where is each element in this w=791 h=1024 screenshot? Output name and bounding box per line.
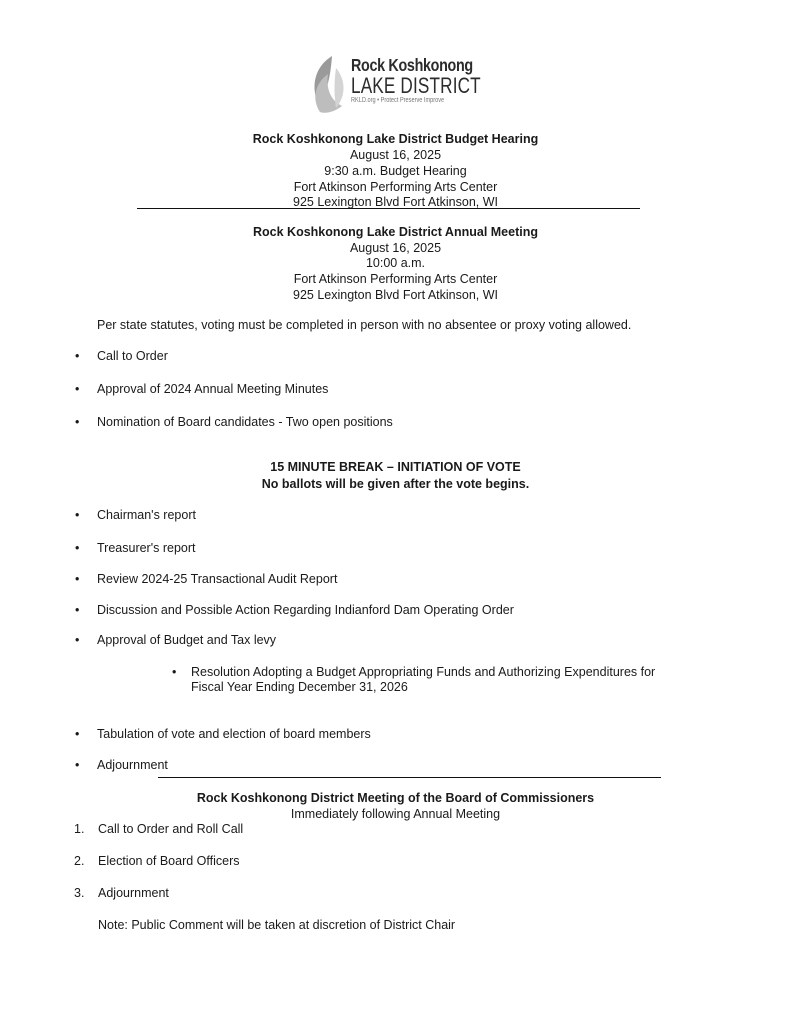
list-item-text: Review 2024-25 Transactional Audit Report: [97, 572, 338, 586]
bullet: •: [75, 382, 80, 396]
bullet: •: [75, 758, 80, 772]
bullet: •: [75, 572, 80, 586]
list-item-text: Adjournment: [97, 758, 168, 772]
break-subheading: No ballots will be given after the vote begins.: [261, 477, 530, 491]
list-item-text: Approval of Budget and Tax levy: [97, 633, 277, 647]
budget-hearing-venue: Fort Atkinson Performing Arts Center: [293, 180, 498, 194]
list-item-text: Discussion and Possible Action Regarding Indianford Dam Operating Order: [97, 603, 514, 617]
bullet: •: [75, 415, 80, 429]
numbered-item-text: Adjournment: [98, 886, 169, 900]
annual-meeting-title: Rock Koshkonong Lake District Annual Meeting: [253, 225, 538, 239]
board-meeting-title: Rock Koshkonong District Meeting of the Board of Commissioners: [196, 791, 595, 805]
item-number: 2.: [74, 854, 85, 868]
bullet: •: [75, 349, 80, 363]
statute-note: Per state statutes, voting must be completed in person with no absentee or proxy voting allowed.: [97, 318, 632, 332]
sub-list-item-text: Resolution Adopting a Budget Appropriating Funds and Authorizing Expenditures for Fiscal Year Ending December 31, 2026: [191, 665, 656, 694]
divider: [158, 777, 661, 778]
bullet: •: [75, 727, 80, 741]
logo-subtitle: LAKE DISTRICT: [351, 73, 481, 98]
annual-meeting-date: August 16, 2025: [349, 241, 442, 255]
bullet: •: [75, 541, 80, 555]
divider: [137, 208, 640, 209]
annual-meeting-time: 10:00 a.m.: [365, 256, 426, 270]
item-number: 1.: [74, 822, 85, 836]
bullet: •: [75, 633, 80, 647]
logo-tagline: RKLD.org • Protect Preserve Improve: [351, 97, 445, 104]
board-meeting-subtitle: Immediately following Annual Meeting: [290, 807, 501, 821]
annual-meeting-address: 925 Lexington Blvd Fort Atkinson, WI: [293, 288, 498, 302]
bullet: •: [75, 603, 80, 617]
break-heading: 15 MINUTE BREAK – INITIATION OF VOTE: [270, 460, 521, 474]
budget-hearing-title: Rock Koshkonong Lake District Budget Hearing: [252, 132, 539, 146]
bullet: •: [75, 508, 80, 522]
numbered-item-text: Election of Board Officers: [98, 854, 240, 868]
list-item-text: Treasurer's report: [97, 541, 196, 555]
list-item-text: Approval of 2024 Annual Meeting Minutes: [97, 382, 329, 396]
budget-hearing-date: August 16, 2025: [349, 148, 442, 162]
annual-meeting-venue: Fort Atkinson Performing Arts Center: [293, 272, 498, 286]
item-number: 3.: [74, 886, 85, 900]
list-item-text: Tabulation of vote and election of board members: [97, 727, 371, 741]
list-item-text: Chairman's report: [97, 508, 196, 522]
list-item-text: Nomination of Board candidates - Two open positions: [97, 415, 393, 429]
logo-title: Rock Koshkonong: [351, 55, 473, 75]
budget-hearing-address: 925 Lexington Blvd Fort Atkinson, WI: [293, 195, 498, 209]
numbered-item-text: Call to Order and Roll Call: [98, 822, 244, 836]
budget-hearing-time: 9:30 a.m. Budget Hearing: [324, 164, 467, 178]
leaf-icon: [306, 54, 350, 114]
public-comment-note: Note: Public Comment will be taken at discretion of District Chair: [98, 918, 456, 932]
list-item-text: Call to Order: [97, 349, 168, 363]
district-logo: [306, 52, 486, 116]
bullet: •: [172, 665, 177, 679]
